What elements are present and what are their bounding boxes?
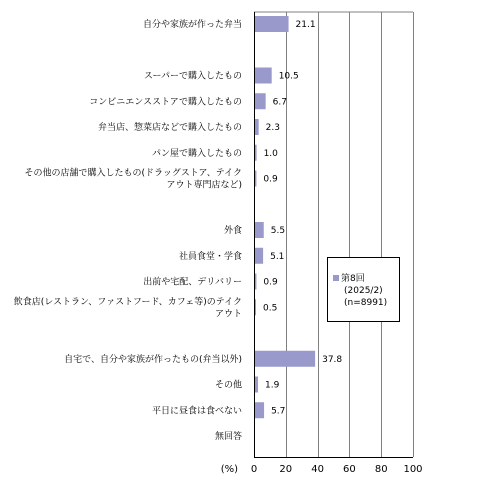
legend <box>328 258 400 322</box>
bar <box>255 16 289 32</box>
value-label: 5.5 <box>270 226 286 236</box>
category-label: アウト <box>214 309 242 320</box>
category-label: 出前や宅配、デリバリー <box>143 277 242 288</box>
category-label: スーパーで購入したもの <box>143 71 242 82</box>
value-label: 10.5 <box>278 71 299 82</box>
bar <box>255 248 263 264</box>
value-label: 2.3 <box>265 123 280 133</box>
category-labels <box>14 18 242 442</box>
category-label: 弁当店、惣菜店などで購入したもの <box>97 123 242 133</box>
legend-label: 第8回 <box>341 274 365 284</box>
category-label: パン屋で購入したもの <box>151 148 242 159</box>
value-label: 1.0 <box>263 148 278 159</box>
value-label: 0.9 <box>263 174 278 185</box>
legend-swatch <box>333 275 339 281</box>
bar <box>255 299 256 315</box>
value-label: 1.9 <box>265 380 280 391</box>
bar <box>255 68 272 84</box>
bar <box>255 93 266 109</box>
bar <box>255 377 258 393</box>
x-tick-label: 80 <box>374 464 388 475</box>
x-tick-label: 60 <box>343 464 356 475</box>
x-tick-label: 40 <box>311 464 324 475</box>
category-label: コンビニエンスストアで購入したもの <box>89 97 242 108</box>
category-label: 無回答 <box>214 432 242 442</box>
bar <box>255 402 264 418</box>
value-label: 6.7 <box>272 97 287 108</box>
x-tick-label: 20 <box>279 464 293 475</box>
x-unit-label: (%) <box>220 464 238 475</box>
bar <box>255 145 257 161</box>
x-tick-label: 100 <box>403 464 423 475</box>
category-label: 自分や家族が作った弁当 <box>142 20 242 30</box>
bar <box>255 222 264 238</box>
value-label: 5.7 <box>271 406 286 417</box>
bar <box>255 351 315 367</box>
bar <box>255 274 256 290</box>
bar <box>255 171 256 187</box>
bar <box>255 119 259 135</box>
value-label: 21.1 <box>295 20 316 30</box>
category-label: 飲食店(レストラン、ファストフード、カフェ等)のテイク <box>13 297 242 308</box>
category-label: 自宅で、自分や家族が作ったもの(弁当以外) <box>64 354 242 365</box>
value-label: 0.9 <box>263 277 278 288</box>
legend-label: (2025/2) <box>344 286 383 296</box>
value-label: 5.1 <box>270 251 285 262</box>
category-label: 社員食堂・学食 <box>178 251 242 262</box>
category-label: アウト専門店など) <box>166 180 242 191</box>
category-label: その他 <box>214 380 242 391</box>
legend-label: (n=8991) <box>344 298 388 308</box>
category-label: 平日に昼食は食べない <box>151 406 242 417</box>
category-label: 外食 <box>223 226 242 236</box>
value-label: 37.8 <box>322 354 343 365</box>
category-label: その他の店舗で購入したもの(ドラッグストア、テイク <box>24 168 242 179</box>
value-label: 0.5 <box>263 303 278 314</box>
x-axis <box>221 458 423 476</box>
x-tick-label: 0 <box>250 464 258 475</box>
